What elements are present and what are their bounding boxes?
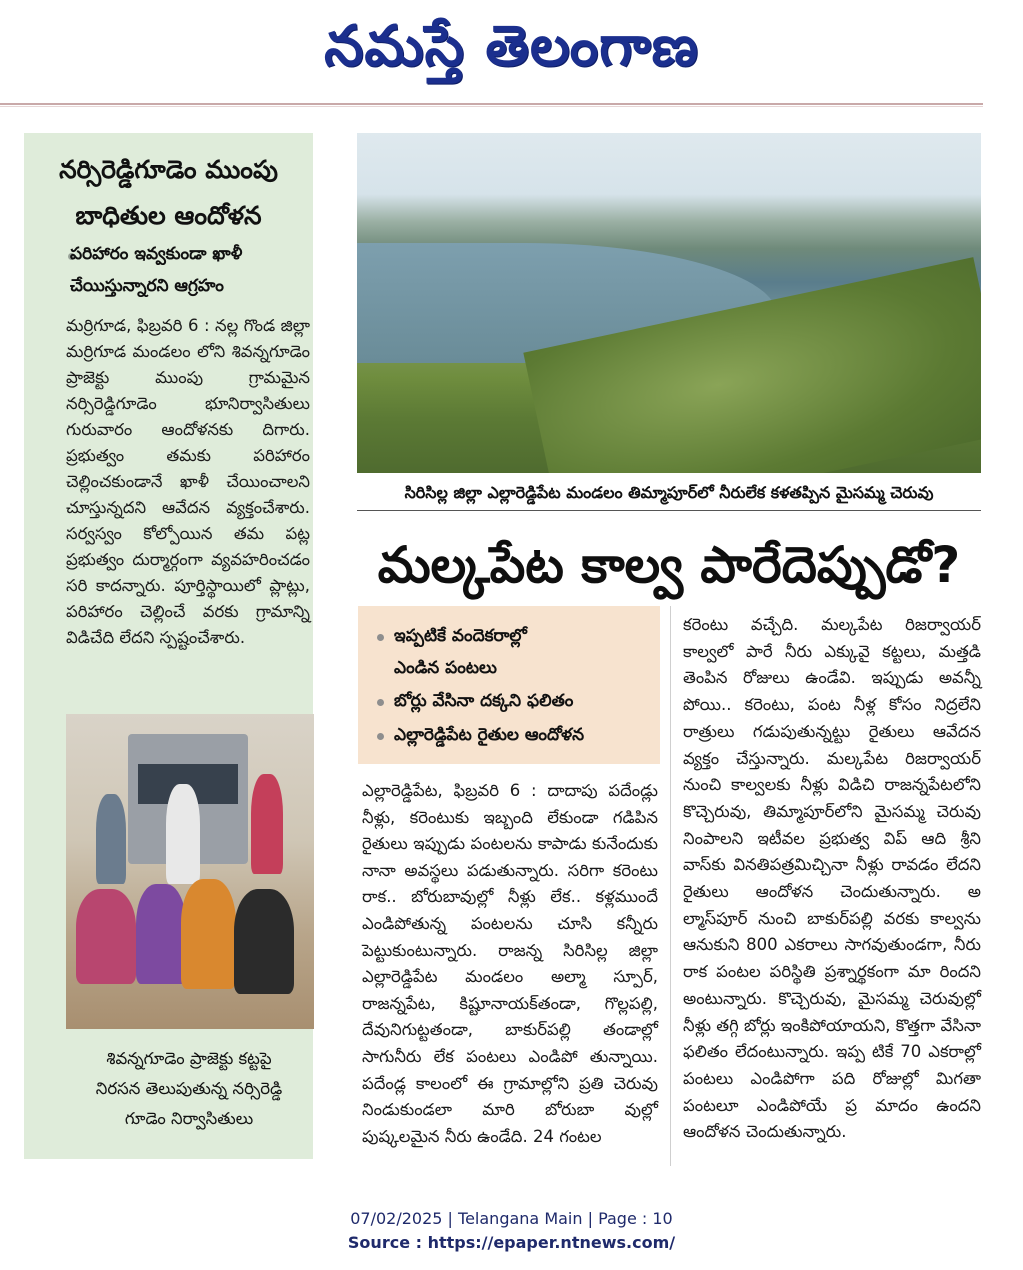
bullet-dot bbox=[377, 733, 384, 740]
left-story bbox=[24, 133, 313, 1159]
main-headline: మల్కపేట కాల్వ పారేదెప్పుడో? bbox=[377, 536, 961, 594]
person-shape bbox=[166, 784, 200, 884]
photo-caption-line3: గూడెం నిర్వాసితులు bbox=[124, 1109, 254, 1128]
masthead-divider bbox=[0, 103, 983, 105]
main-photo-caption: సిరిసిల్ల జిల్లా ఎల్లారెడ్డిపేట మండలం తిమ్మాపూర్‌లో నీరులేక కళతప్పిన మైసమ్మ చెరువు bbox=[404, 483, 934, 502]
caption-divider bbox=[357, 510, 981, 511]
person-shape bbox=[76, 889, 136, 984]
main-story-column-1: ఎల్లారెడ్డిపేట, ఫిబ్రవరి 6 : దాదాపు పదేండ్లు నీళ్లు, కరెంటుకు ఇబ్బంది లేకుండా గడిపిన రైతులు ఇప్పుడు పంటలను కాపాడు కునేందుకు నానా అవస్థలు పడుతున్నారు. సరిగా కరెంటు రాక.. బోరుబావుల్లో నీళ్లు లేక.. కళ్లముందే ఎండిపోతున్న పంటలను చూసి కన్నీరు పెట్టుకుంటున్నారు. రాజన్న సిరిసిల్ల జిల్లా ఎల్లారెడ్డిపేట మండలం అల్మా స్పూర్, రాజన్నపేట, కిష్టూనాయక్‌తండా, గొల్లపల్లి, దేవునిగుట్టతండా, బాకుర్‌పల్లి తండాల్లో సాగునీరు లేక పంటలు ఎండిపో తున్నాయి. పదేండ్ల కాలంలో ఈ గ్రామాల్లోని ప్రతి చెరువు నిండుకుండలా మారి బోరుబా వుల్లో పుష్కలమైన నీరు ఉండేది. 24 గంటల bbox=[362, 781, 658, 1146]
highlight-1: ఇప్పటికే వందెకరాల్లో bbox=[394, 626, 527, 646]
column-divider bbox=[670, 606, 671, 1166]
person-shape bbox=[234, 889, 294, 994]
photo-caption-line2: నిరసన తెలుపుతున్న నర్సిరెడ్డి bbox=[95, 1079, 283, 1098]
page-footer bbox=[0, 1207, 1023, 1255]
left-headline-line2: బాధితుల ఆందోళన bbox=[75, 201, 262, 230]
lake-photo bbox=[357, 133, 981, 473]
person-shape bbox=[251, 774, 283, 874]
footer-date-line: 07/02/2025 | Telangana Main | Page : 10 bbox=[350, 1209, 673, 1228]
highlight-1-cont: ఎండిన పంటలు bbox=[394, 658, 497, 678]
person-shape bbox=[181, 879, 236, 989]
masthead bbox=[0, 0, 1023, 100]
footer-source-link[interactable]: Source : https://epaper.ntnews.com/ bbox=[347, 1233, 676, 1252]
left-bullet-line1: పరిహారం ఇవ్వకుండా ఖాళీ bbox=[70, 244, 243, 264]
bullet-dot bbox=[377, 634, 384, 641]
bullet-dot bbox=[377, 699, 384, 706]
highlight-2: బోర్లు వేసినా దక్కని ఫలితం bbox=[394, 691, 574, 711]
highlight-3: ఎల్లారెడ్డిపేట రైతుల ఆందోళన bbox=[394, 725, 585, 745]
left-bullet-line2: చేయిస్తున్నారని ఆగ్రహం bbox=[70, 276, 224, 296]
left-story-body: మర్రిగూడ, ఫిబ్రవరి 6 : నల్ల గొండ జిల్లా మర్రిగూడ మండలం లోని శివన్నగూడెం ప్రాజెక్టు ముంపు గ్రామమైన నర్సిరెడ్డిగూడెం భూనిర్వాసితులు గురువారం ఆందోళనకు దిగారు. ప్రభుత్వం తమకు పరిహారం చెల్లించకుండానే ఖాళీ చేయించాలని చూస్తున్నదని ఆవేదన వ్యక్తంచేశారు. సర్వస్వం కోల్పోయిన తమ పట్ల ప్రభుత్వం దుర్మార్గంగా వ్యవహరించడం సరి కాదన్నారు. పూర్తిస్థాయిలో ప్లాట్లు, పరిహారం చెల్లించే వరకు గ్రామాన్ని విడిచేది లేదని స్పష్టంచేశారు. bbox=[66, 316, 310, 647]
newspaper-logo: నమస్తే తెలంగాణ bbox=[324, 13, 699, 79]
masthead-divider-thin bbox=[0, 106, 983, 107]
person-shape bbox=[136, 884, 186, 984]
main-story-column-2: కరెంటు వచ్చేది. మల్కపేట రిజర్వాయర్ కాల్వలో పారే నీరు ఎక్కువై కట్టలు, మత్తడి తెంపిన రోజులు ఉండేవి. ఇప్పుడు అవన్నీ పోయి.. కరెంటు, పంట నీళ్ల కోసం నిద్రలేని రాత్రులు గడుపుతున్నట్టు రైతులు ఆవేదన వ్యక్తం చేస్తున్నారు. మల్కపేట రిజర్వాయర్ నుంచి కాల్వలకు నీళ్లు విడిచి రాజన్నపేటలోని కొచ్చెరువు, తిమ్మాపూర్‌లోని మైసమ్మ చెరువు నింపాలని ఇటీవల ప్రభుత్వ విప్ ఆది శ్రీని వాస్‌కు వినతిపత్రమిచ్చినా నీళ్లు రావడం లేదని రైతులు ఆందోళన చెందుతున్నారు. అ ల్మాస్‌పూర్ నుంచి బాకుర్‌పల్లి వరకు కాల్వను ఆనుకుని 800 ఎకరాలు సాగవుతుండగా, నీరు రాక పంటల పరిస్థితి ప్రశ్నార్థకంగా మా రిందని అంటున్నారు. కొచ్చెరువు, మైసమ్మ చెరువుల్లో నీళ్లు తగ్గి బోర్లు ఇంకిపోయాయని, కొత్తగా వేసినా ఫలితం లేదంటున్నారు. ఇప్ప టికే 70 ఎకరాల్లో పంటలు ఎండిపోగా పది రోజుల్లో మిగతా పంటలూ ఎండిపోయే ప్ర మాదం ఉందని ఆందోళన చెందుతున్నారు. bbox=[683, 615, 981, 1142]
protest-photo bbox=[66, 714, 314, 1029]
person-shape bbox=[96, 794, 126, 884]
left-headline-line1: నర్సిరెడ్డిగూడెం ముంపు bbox=[59, 155, 278, 184]
highlights-box bbox=[358, 606, 660, 764]
photo-caption-line1: శివన్నగూడెం ప్రాజెక్టు కట్టపై bbox=[106, 1049, 272, 1068]
